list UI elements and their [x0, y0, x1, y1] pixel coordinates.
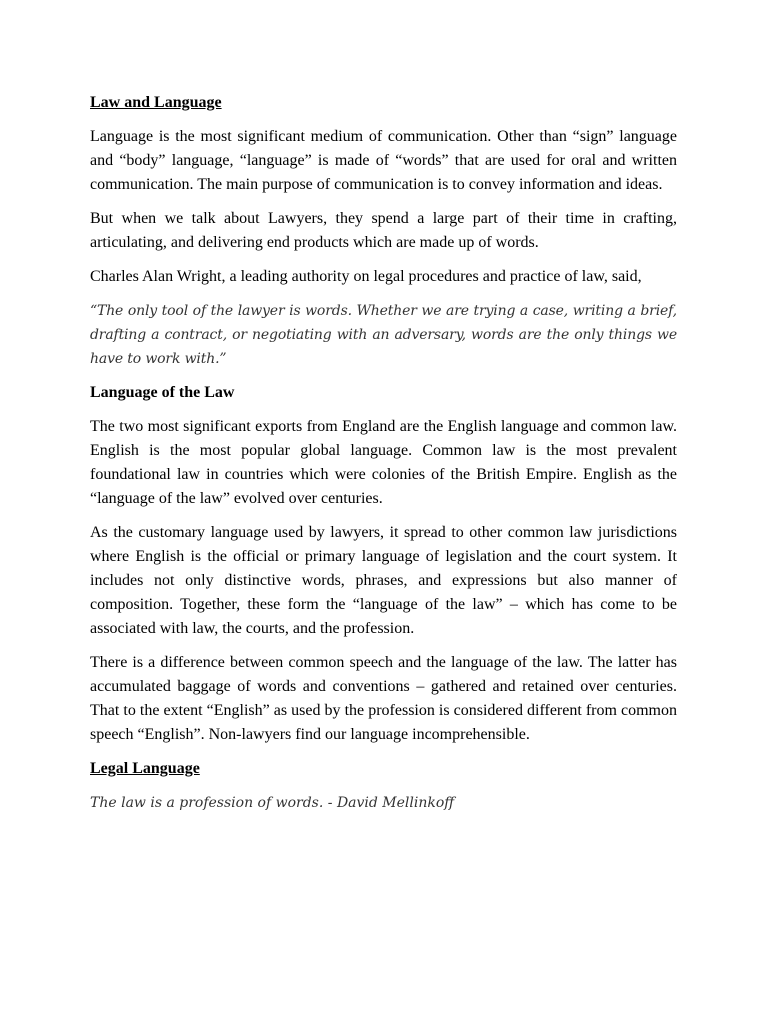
- heading-legal-language: Legal Language: [90, 760, 200, 777]
- paragraph: But when we talk about Lawyers, they spend a large part of their time in crafting, articulating, and delivering end products which are made up of words.: [90, 210, 677, 251]
- document-page: [90, 91, 677, 825]
- paragraph: There is a difference between common speech and the language of the law. The latter has accumulated baggage of words and conventions – gathered and retained over centuries. That to the extent “English” as used by the profession is considered different from common speech “English”. Non-lawyers find our language incomprehensible.: [90, 654, 677, 743]
- paragraph: Language is the most significant medium of communication. Other than “sign” language and “body” language, “language” is made of “words” that are used for oral and written communication. The main purpose of communication is to convey information and ideas.: [90, 128, 677, 193]
- paragraph: The two most significant exports from England are the English language and common law. English is the most popular global language. Common law is the most prevalent foundational law in countries which were colonies of the British Empire. English as the “language of the law” evolved over centuries.: [90, 418, 677, 507]
- quote-charles-alan-wright: “The only tool of the lawyer is words. Whether we are trying a case, writing a brief, drafting a contract, or negotiating with an adversary, words are the only things we have to work with.”: [90, 303, 677, 367]
- quote-david-mellinkoff: The law is a profession of words. - David Mellinkoff: [90, 795, 455, 811]
- paragraph: Charles Alan Wright, a leading authority on legal procedures and practice of law, said,: [90, 268, 642, 285]
- heading-law-and-language: Law and Language: [90, 94, 222, 111]
- paragraph: As the customary language used by lawyers, it spread to other common law jurisdictions where English is the official or primary language of legislation and the court system. It includes not only distinctive words, phrases, and expressions but also manner of composition. Together, these form the “language of the law” – which has come to be associated with law, the courts, and the profession.: [90, 524, 677, 637]
- heading-language-of-the-law: Language of the Law: [90, 384, 235, 401]
